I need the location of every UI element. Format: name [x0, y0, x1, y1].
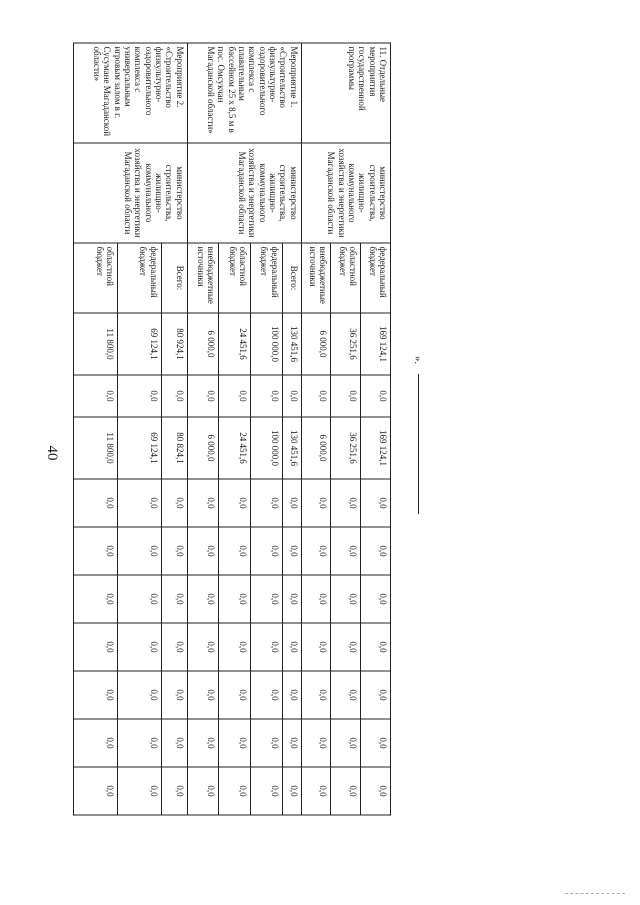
value-cell: 0,0 — [187, 719, 219, 767]
table-row — [361, 43, 391, 815]
value-cell: 0,0 — [301, 719, 331, 767]
value-cell: 100 000,0 — [251, 417, 283, 479]
value-cell: 0,0 — [331, 575, 361, 623]
value-cell: 0,0 — [117, 479, 161, 527]
measure-name-cell: Мероприятие 1. «Строительство физкультурно-оздоровительного комплекса с плавательным бассейном 25 х 8,5 м в пос. Омсукчан Магаданской области» — [187, 43, 301, 143]
budget-source-cell: федеральный бюджет — [251, 243, 283, 313]
budget-source-cell: внебюджетные источники — [301, 243, 331, 313]
value-cell: 0,0 — [251, 767, 283, 815]
measure-name-cell: 11. Отдельные мероприятия государственной программы — [301, 43, 390, 143]
value-cell: 0,0 — [117, 719, 161, 767]
value-cell: 0,0 — [361, 671, 391, 719]
value-cell: 80 924,1 — [161, 313, 187, 375]
page-number-text: 40 — [44, 445, 60, 461]
value-cell: 0,0 — [301, 575, 331, 623]
budget-source-cell: Всего: — [282, 243, 301, 313]
value-cell: 0,0 — [187, 479, 219, 527]
value-cell: 0,0 — [251, 479, 283, 527]
value-cell: 0,0 — [301, 479, 331, 527]
value-cell: 0,0 — [361, 623, 391, 671]
value-cell: 0,0 — [161, 479, 187, 527]
value-cell: 0,0 — [251, 719, 283, 767]
value-cell: 0,0 — [301, 527, 331, 575]
value-cell: 24 451,6 — [219, 313, 251, 375]
value-cell: 0,0 — [251, 623, 283, 671]
budget-source-cell: областной бюджет — [219, 243, 251, 313]
value-cell: 0,0 — [219, 575, 251, 623]
value-cell: 0,0 — [251, 375, 283, 417]
budget-source-cell: федеральный бюджет — [117, 243, 161, 313]
value-cell: 0,0 — [74, 671, 118, 719]
value-cell: 0,0 — [361, 575, 391, 623]
value-cell: 0,0 — [117, 527, 161, 575]
value-cell: 24 451,6 — [219, 417, 251, 479]
closing-rule — [418, 374, 419, 514]
value-cell: 169 124,1 — [361, 417, 391, 479]
value-cell: 0,0 — [74, 479, 118, 527]
value-cell: 11 800,0 — [74, 313, 118, 375]
value-cell: 6 000,0 — [187, 417, 219, 479]
value-cell: 0,0 — [219, 527, 251, 575]
value-cell: 0,0 — [331, 671, 361, 719]
value-cell: 0,0 — [219, 719, 251, 767]
value-cell: 0,0 — [331, 375, 361, 417]
value-cell: 0,0 — [331, 479, 361, 527]
measure-name-cell: Мероприятие 2. «Строительство физкультурно-оздоровительного комплекса с универсальным игровым залом в г. Сусумане Магаданской области» — [74, 43, 188, 143]
value-cell: 0,0 — [187, 767, 219, 815]
value-cell: 0,0 — [117, 767, 161, 815]
value-cell: 0,0 — [361, 375, 391, 417]
value-cell: 0,0 — [251, 671, 283, 719]
value-cell: 169 124,1 — [361, 313, 391, 375]
value-cell: 0,0 — [282, 527, 301, 575]
budget-table — [73, 43, 391, 816]
value-cell: 0,0 — [74, 527, 118, 575]
value-cell: 0,0 — [331, 719, 361, 767]
value-cell: 0,0 — [282, 575, 301, 623]
value-cell: 0,0 — [161, 671, 187, 719]
budget-source-cell: внебюджетные источники — [187, 243, 219, 313]
scan-artifact-line — [565, 893, 625, 895]
value-cell: 0,0 — [282, 671, 301, 719]
value-cell: 0,0 — [331, 527, 361, 575]
value-cell: 0,0 — [161, 767, 187, 815]
value-cell: 6 000,0 — [301, 313, 331, 375]
value-cell: 36 251,6 — [331, 313, 361, 375]
value-cell: 0,0 — [301, 623, 331, 671]
value-cell: 0,0 — [74, 767, 118, 815]
value-cell: 0,0 — [161, 527, 187, 575]
value-cell: 0,0 — [74, 623, 118, 671]
value-cell: 0,0 — [161, 375, 187, 417]
table-row — [282, 43, 301, 815]
value-cell: 130 451,6 — [282, 313, 301, 375]
value-cell: 36 251,6 — [331, 417, 361, 479]
value-cell: 0,0 — [219, 623, 251, 671]
executor-cell: министерство строительства, жилищно-коммунального хозяйства и энергетики Магаданской области — [187, 143, 301, 243]
budget-source-cell: федеральный бюджет — [361, 243, 391, 313]
value-cell: 0,0 — [301, 671, 331, 719]
executor-cell: министерство строительства, жилищно-коммунального хозяйства и энергетики Магаданской области — [301, 143, 390, 243]
value-cell: 0,0 — [161, 575, 187, 623]
value-cell: 0,0 — [117, 671, 161, 719]
budget-source-cell: областной бюджет — [331, 243, 361, 313]
value-cell: 6 000,0 — [301, 417, 331, 479]
table-row — [161, 43, 187, 815]
value-cell: 0,0 — [282, 623, 301, 671]
value-cell: 0,0 — [361, 479, 391, 527]
value-cell: 0,0 — [282, 719, 301, 767]
value-cell: 0,0 — [117, 375, 161, 417]
value-cell: 0,0 — [251, 575, 283, 623]
value-cell: 0,0 — [161, 623, 187, 671]
value-cell: 0,0 — [187, 623, 219, 671]
value-cell: 0,0 — [251, 527, 283, 575]
value-cell: 0,0 — [282, 479, 301, 527]
end-quote-text: ». — [412, 355, 424, 365]
value-cell: 0,0 — [331, 623, 361, 671]
value-cell: 0,0 — [219, 767, 251, 815]
value-cell: 0,0 — [117, 623, 161, 671]
value-cell: 6 000,0 — [187, 313, 219, 375]
value-cell: 0,0 — [74, 575, 118, 623]
value-cell: 69 124,1 — [117, 417, 161, 479]
value-cell: 0,0 — [361, 719, 391, 767]
value-cell: 0,0 — [282, 767, 301, 815]
value-cell: 0,0 — [282, 375, 301, 417]
value-cell: 0,0 — [187, 375, 219, 417]
budget-source-cell: Всего: — [161, 243, 187, 313]
value-cell: 11 800,0 — [74, 417, 118, 479]
value-cell: 0,0 — [219, 375, 251, 417]
value-cell: 0,0 — [161, 719, 187, 767]
value-cell: 0,0 — [361, 527, 391, 575]
value-cell: 0,0 — [74, 375, 118, 417]
value-cell: 0,0 — [187, 671, 219, 719]
value-cell: 80 824,1 — [161, 417, 187, 479]
value-cell: 69 124,1 — [117, 313, 161, 375]
value-cell: 0,0 — [219, 479, 251, 527]
value-cell: 0,0 — [219, 671, 251, 719]
value-cell: 0,0 — [74, 719, 118, 767]
value-cell: 0,0 — [117, 575, 161, 623]
value-cell: 0,0 — [187, 575, 219, 623]
budget-source-cell: областной бюджет — [74, 243, 118, 313]
value-cell: 100 000,0 — [251, 313, 283, 375]
value-cell: 0,0 — [331, 767, 361, 815]
value-cell: 0,0 — [361, 767, 391, 815]
value-cell: 0,0 — [187, 527, 219, 575]
value-cell: 0,0 — [301, 767, 331, 815]
executor-cell: министерство строительства, жилищно-коммунального хозяйства и энергетики Магаданской области — [74, 143, 188, 243]
value-cell: 130 451,6 — [282, 417, 301, 479]
value-cell: 0,0 — [301, 375, 331, 417]
